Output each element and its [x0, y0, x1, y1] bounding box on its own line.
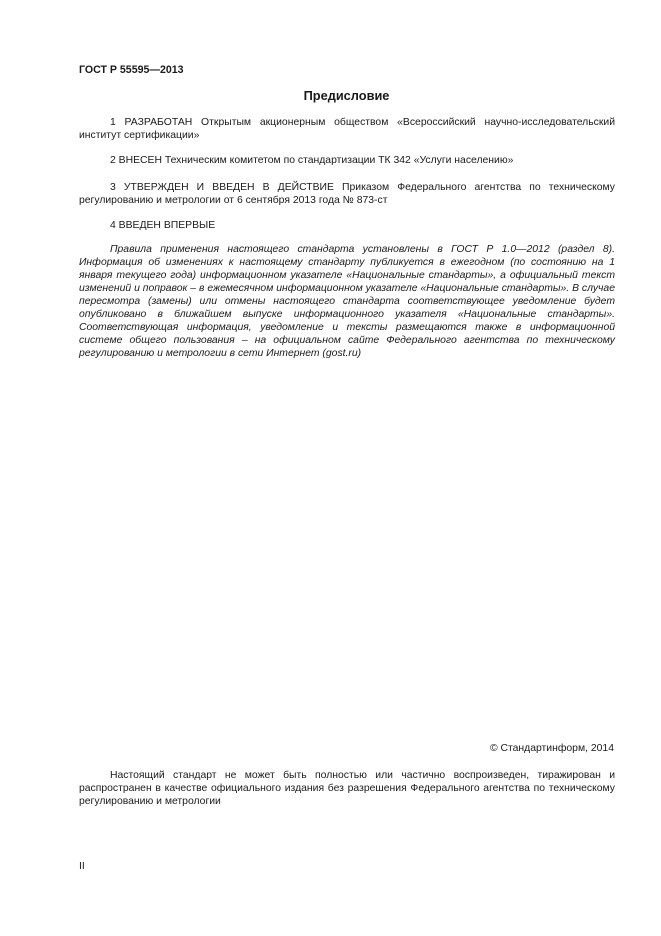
- standard-id-header: ГОСТ Р 55595—2013: [79, 64, 184, 76]
- paragraph-first-time: 4 ВВЕДЕН ВПЕРВЫЕ: [110, 220, 216, 231]
- paragraph-approved: 3 УТВЕРЖДЕН И ВВЕДЕН В ДЕЙСТВИЕ Приказом Федерального агентства по техническому регулированию и метрологии от 6 сентября 2013 года № 873-ст: [79, 182, 615, 206]
- reproduction-notice: Настоящий стандарт не может быть полностью или частично воспроизведен, тиражирован и распространен в качестве официального издания без разрешения Федерального агентства по техническому регулированию и метрологии: [79, 770, 615, 807]
- page-title: Предисловие: [303, 88, 390, 103]
- copyright-notice: © Стандартинформ, 2014: [489, 743, 614, 754]
- paragraph-introduced: 2 ВНЕСЕН Техническим комитетом по стандартизации ТК 342 «Услуги населению»: [110, 155, 514, 166]
- paragraph-developed: 1 РАЗРАБОТАН Открытым акционерным обществом «Всероссийский научно-исследовательский институт сертификации»: [79, 117, 615, 141]
- paragraph-rules: Правила применения настоящего стандарта установлены в ГОСТ Р 1.0—2012 (раздел 8). Информация об изменениях к настоящему стандарту публикуется в ежегодном (по состоянию на 1 января текущего года) информационном указателе «Национальные стандарты», а официальный текст изменений и поправок – в ежемесячном информационном указателе «Национальные стандарты». В случае пересмотра (замены) или отмены настоящего стандарта соответствующее уведомление будет опубликовано в ближайшем выпуске информационного указателя «Национальные стандарты». Соответствующая информация, уведомление и тексты размещаются также в информационной системе общего пользования – на официальном сайте Федерального агентства по техническому регулированию и метрологии в сети Интернет (gost.ru): [79, 244, 615, 359]
- page-number: II: [79, 861, 85, 872]
